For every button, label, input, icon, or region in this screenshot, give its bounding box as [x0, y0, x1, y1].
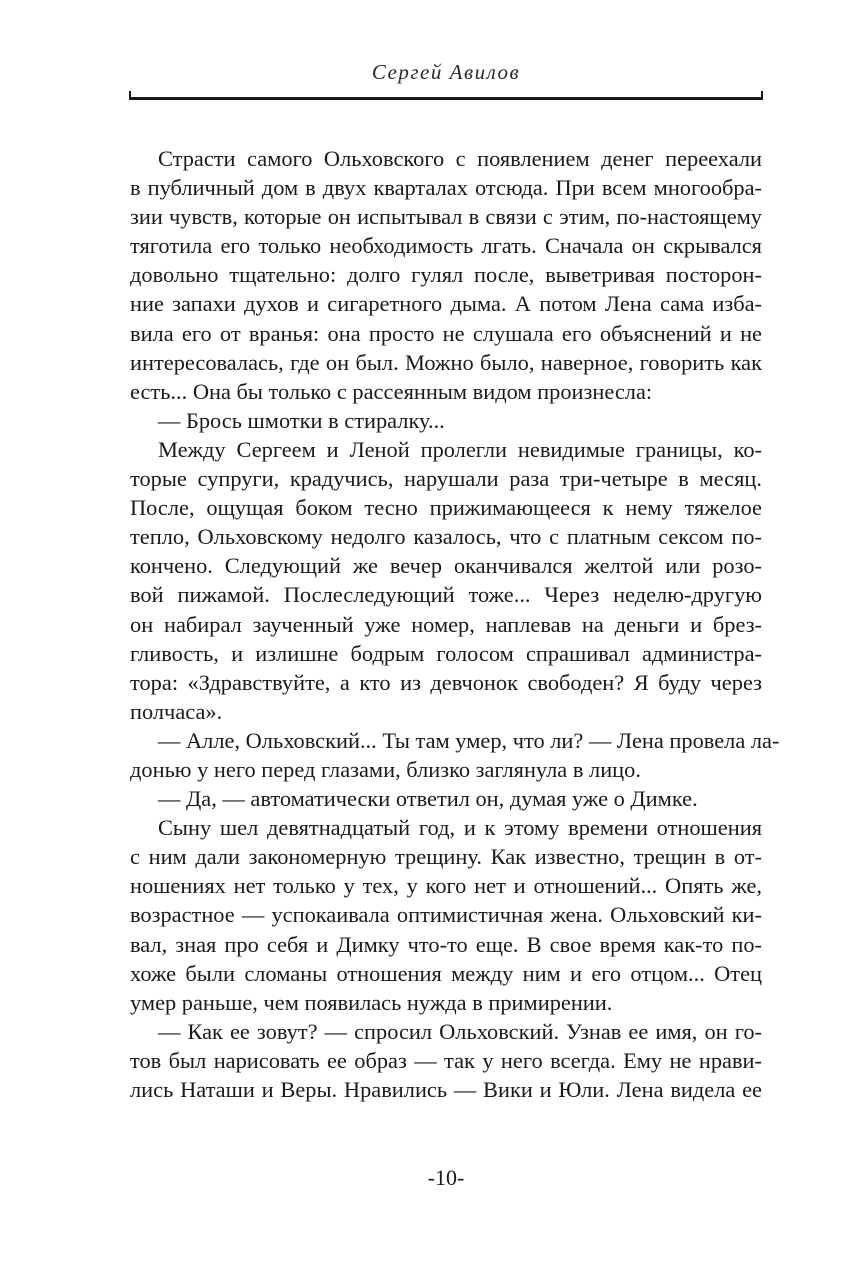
- paragraph-line: вой пижамой. Послеследующий тоже... Через неделю-другую: [130, 582, 762, 608]
- running-head: Сергей Авилов: [371, 60, 521, 84]
- paragraph-line: тов был нарисовать ее образ — так у него всегда. Ему не нрави-: [130, 1047, 762, 1073]
- paragraph-line: тепло, Ольховскому недолго казалось, что с платным сексом по-: [130, 524, 762, 550]
- header-rule: [129, 94, 763, 100]
- paragraph-line: После, ощущая боком тесно прижимающееся к нему тяжелое: [130, 495, 762, 521]
- paragraph-line: лись Наташи и Веры. Нравились — Вики и Юли. Лена видела ее: [130, 1077, 762, 1102]
- paragraph-line: вал, зная про себя и Димку что-то еще. В свое время как-то по-: [130, 931, 762, 957]
- paragraph-line: ние запахи духов и сигаретного дыма. А потом Лена сама изба-: [130, 291, 762, 317]
- paragraph-first-line: — Да, — автоматически ответил он, думая уже о Димке.: [158, 786, 698, 812]
- paragraph-line: в публичный дом в двух кварталах отсюда. При всем многообра-: [130, 175, 762, 201]
- paragraph-line: торые супруги, крадучись, нарушали раза три-четыре в месяц.: [130, 466, 762, 492]
- paragraph-line: есть... Она бы только с рассеянным видом произнесла:: [130, 378, 653, 404]
- paragraph-first-line: — Как ее зовут? — спросил Ольховский. Узнав ее имя, он го-: [158, 1018, 762, 1044]
- paragraph-line: он набирал заученный уже номер, наплевав на деньги и брез-: [130, 611, 762, 637]
- page-number: -10-: [427, 1165, 465, 1190]
- paragraph-line: хоже были сломаны отношения между ним и его отцом... Отец: [130, 960, 762, 986]
- paragraph-line: полчаса».: [130, 698, 223, 724]
- paragraph-first-line: Между Сергеем и Леной пролегли невидимые границы, ко-: [158, 436, 762, 462]
- paragraph-line: донью у него перед глазами, близко заглянула в лицо.: [130, 756, 641, 782]
- paragraph-line: гливость, и излишне бодрым голосом спрашивал администра-: [130, 640, 762, 666]
- paragraph-line: возрастное — успокаивала оптимистичная жена. Ольховский ки-: [130, 902, 762, 928]
- paragraph-line: вила его от вранья: она просто не слушала его объяснений и не: [130, 320, 762, 346]
- paragraph-line: кончено. Следующий же вечер оканчивался желтой или розо-: [130, 553, 762, 579]
- paragraph-first-line: Сыну шел девятнадцатый год, и к этому времени отношения: [158, 815, 762, 841]
- paragraph-line: довольно тщательно: долго гулял после, выветривая посторон-: [130, 262, 762, 288]
- paragraph-first-line: Страсти самого Ольховского с появлением денег переехали: [158, 146, 762, 171]
- paragraph-line: зии чувств, которые он испытывал в связи с этим, по-настоящему: [130, 204, 762, 230]
- paragraph-first-line: — Брось шмотки в стиралку...: [158, 407, 445, 433]
- paragraph-line: умер раньше, чем появилась нужда в примирении.: [130, 989, 613, 1015]
- paragraph-line: интересовалась, где он был. Можно было, наверное, говорить как: [130, 349, 762, 375]
- paragraph-line: тора: «Здравствуйте, а кто из девчонок свободен? Я буду через: [130, 669, 762, 695]
- paragraph-line: ношениях нет только у тех, у кого нет и отношений... Опять же,: [130, 873, 762, 899]
- body-text: [130, 144, 780, 1104]
- paragraph-line: с ним дали закономерную трещину. Как известно, трещин в от-: [130, 844, 762, 870]
- paragraph-first-line: — Алле, Ольховский... Ты там умер, что ли? — Лена провела ла-: [158, 727, 780, 753]
- paragraph-line: тяготила его только необходимость лгать. Сначала он скрывался: [130, 233, 762, 259]
